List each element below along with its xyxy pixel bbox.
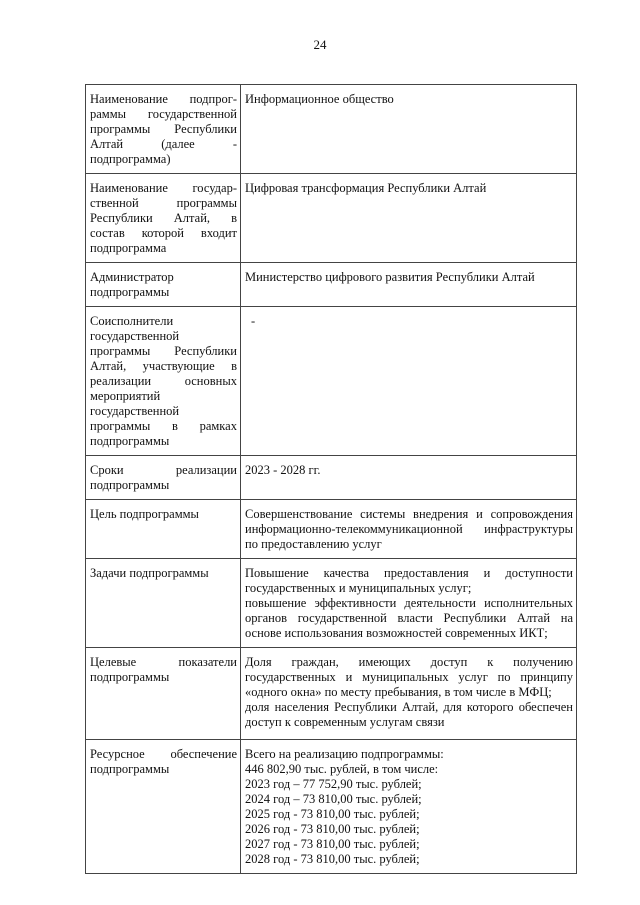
row-value-target-indicators: Доля граждан, имеющих доступ к получению государственных и муниципальных услуг по принципу «одного окна» по месту пребывания, в том числе в МФЦ; доля населения Республики Алтай, для которого обеспечен доступ к современным услугам связи — [241, 648, 577, 740]
row-label-co-executors: Соисполнители государственной программы Республики Алтай, участвующие в реализации основных мероприятий государственной программы в рамках подпрограммы — [86, 307, 241, 456]
table-row — [86, 559, 577, 648]
row-label-timeframe: Сроки реализации подпрограммы — [86, 456, 241, 500]
table-row — [86, 500, 577, 559]
row-value-tasks: Повышение качества предоставления и доступности государственных и муниципальных услуг; повышение эффективности деятельности исполнительных органов государственной власти Республики Алтай на основе использования возможностей современных ИКТ; — [241, 559, 577, 648]
row-value-administrator: Министерство цифрового развития Республики Алтай — [241, 263, 577, 307]
row-label-target-indicators: Целевые показатели подпрограммы — [86, 648, 241, 740]
row-value-subprogram-name: Информационное общество — [241, 85, 577, 174]
row-value-timeframe: 2023 - 2028 гг. — [241, 456, 577, 500]
row-label-administrator: Администратор подпрограммы — [86, 263, 241, 307]
table-row — [86, 648, 577, 740]
subprogram-passport-table — [85, 84, 577, 874]
table-row — [86, 456, 577, 500]
row-value-goal: Совершенствование системы внедрения и сопровождения информационно-телекоммуникационной инфраструктуры по предоставлению услуг — [241, 500, 577, 559]
table-row — [86, 307, 577, 456]
row-value-co-executors: - — [241, 307, 577, 456]
table-row — [86, 174, 577, 263]
row-label-resource-support: Ресурсное обеспечение подпрограммы — [86, 740, 241, 874]
table-row — [86, 740, 577, 874]
row-value-resource-support: Всего на реализацию подпрограммы: 446 802,90 тыс. рублей, в том числе: 2023 год – 77 752,90 тыс. рублей; 2024 год – 73 810,00 тыс. рублей; 2025 год - 73 810,00 тыс. рублей; 2026 год - 73 810,00 тыс. рублей; 2027 год - 73 810,00 тыс. рублей; 2028 год - 73 810,00 тыс. рублей; — [241, 740, 577, 874]
row-label-subprogram-name: Наименование подпрог- раммы государственной программы Республики Алтай (далее - подпрограмма) — [86, 85, 241, 174]
row-value-state-program-name: Цифровая трансформация Республики Алтай — [241, 174, 577, 263]
row-label-state-program-name: Наименование государ- ственной программы Республики Алтай, в состав которой входит подпрограмма — [86, 174, 241, 263]
row-label-goal: Цель подпрограммы — [86, 500, 241, 559]
table-row — [86, 85, 577, 174]
page-number: 24 — [313, 37, 327, 52]
table-row — [86, 263, 577, 307]
row-label-tasks: Задачи подпрограммы — [86, 559, 241, 648]
